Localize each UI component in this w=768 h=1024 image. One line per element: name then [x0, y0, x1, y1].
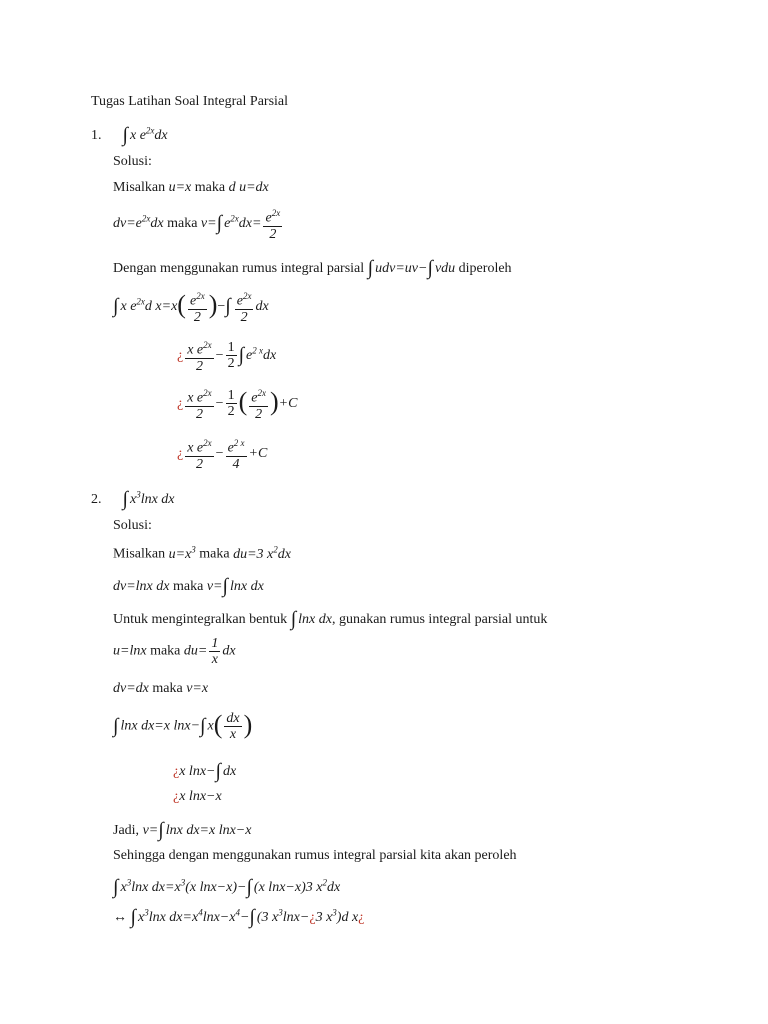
integral-sign-icon: ∫	[122, 488, 128, 510]
integral-sign-icon: ∫	[222, 575, 228, 597]
final-formula-2: ↔ ∫ $x^3\ln x$ $dx=x^4\ln x-x^4-\int$ (3 $x^3\ln x-¿3$ $x^3)d$ x¿	[113, 906, 365, 928]
integral-sign-icon: ∫	[130, 906, 136, 928]
problem-2-question: 2. ∫ $x^3\ln x$ dx	[91, 488, 175, 510]
integral-sign-icon: ∫	[238, 344, 245, 367]
dv-dx-line: dv=dx maka v=x	[113, 681, 209, 696]
step-1: ∫ x $e^{2x}d$ x=x( $\frac{e^{2x}}{2}$ )−∫ $\frac{e^{2x}}{2}$ dx	[113, 289, 269, 325]
integral-sign-icon: ∫	[290, 608, 297, 630]
integral-sign-icon: ∫	[246, 876, 252, 898]
integral-sign-icon: ∫	[113, 876, 119, 898]
step-2: ¿x lnx−∫ dx	[173, 760, 237, 782]
step-4: ¿ $\frac{x e^{2x}}{2}$ − $\frac{e^{2 x}}{4}$ +C	[177, 438, 268, 472]
integral-sign-icon: ∫	[113, 714, 119, 737]
misalkan-line: Misalkan u=x maka d u=dx	[113, 180, 269, 195]
problem-number: 2.	[91, 492, 102, 507]
sehingga-line: Sehingga dengan menggunakan rumus integral parsial kita akan peroleh	[113, 848, 517, 863]
problem-number: 1.	[91, 128, 102, 143]
integral-sign-icon: ∫	[216, 212, 223, 235]
page-title: Tugas Latihan Soal Integral Parsial	[91, 94, 289, 109]
integral-sign-icon: ∫	[367, 257, 374, 279]
integral-sign-icon: ∫	[113, 295, 119, 318]
integral-sign-icon: ∫	[427, 257, 433, 279]
misalkan-line: Misalkan $u=x^3$ maka du=3 $x^2dx$	[113, 544, 291, 562]
integral-sign-icon: ∫	[200, 714, 206, 737]
integral-sign-icon: ∫	[158, 819, 164, 841]
jadi-line: Jadi, v=∫ lnx dx=x lnx−x	[113, 819, 252, 841]
step-3: ¿ $\frac{x e^{2x}}{2}$ − $\frac{1}{2}$ ( $\frac{e^{2x}}{2}$ )+C	[177, 386, 298, 422]
u-lnx-line: u=lnx maka du= $\frac{1}{x}$ dx	[113, 636, 236, 667]
dv-line: dv=lnx dx maka v=∫ lnx dx	[113, 575, 264, 597]
integral-sign-icon: ∫	[122, 124, 128, 146]
equivalence-arrow-icon: ↔	[113, 910, 127, 925]
formula-line: Dengan menggunakan rumus integral parsial ∫ udv=uv−∫ vdu diperoleh	[113, 257, 512, 279]
solusi-label: Solusi:	[113, 154, 152, 169]
dv-line: $dv=e^{2x}dx$ maka v=∫ $e^{2x}dx=$ $\frac{e^{2x}}{2}$	[113, 208, 281, 242]
final-formula-1: ∫ $x^3\ln x$ $dx=x^3(x$ lnx−x)−∫ (x lnx−x)3 $x^2dx$	[113, 876, 341, 898]
step-3: ¿x lnx−x	[173, 789, 222, 804]
integral-sign-icon: ∫	[225, 295, 231, 318]
problem-1-question: 1. ∫ x $e^{2x}dx$	[91, 124, 168, 146]
integral-sign-icon: ∫	[215, 760, 221, 782]
step-2: ¿ $\frac{x e^{2x}}{2}$ − $\frac{1}{2}$ ∫ $e^{2 x}dx$	[177, 340, 277, 374]
integral-sign-icon: ∫	[249, 906, 255, 928]
solusi-label: Solusi:	[113, 518, 152, 533]
untuk-line: Untuk mengintegralkan bentuk ∫ lnx dx, gunakan rumus integral parsial untuk	[113, 608, 548, 630]
step-1: ∫ lnx dx=x lnx−∫ x( $\frac{dx}{x}$ )	[113, 709, 253, 742]
